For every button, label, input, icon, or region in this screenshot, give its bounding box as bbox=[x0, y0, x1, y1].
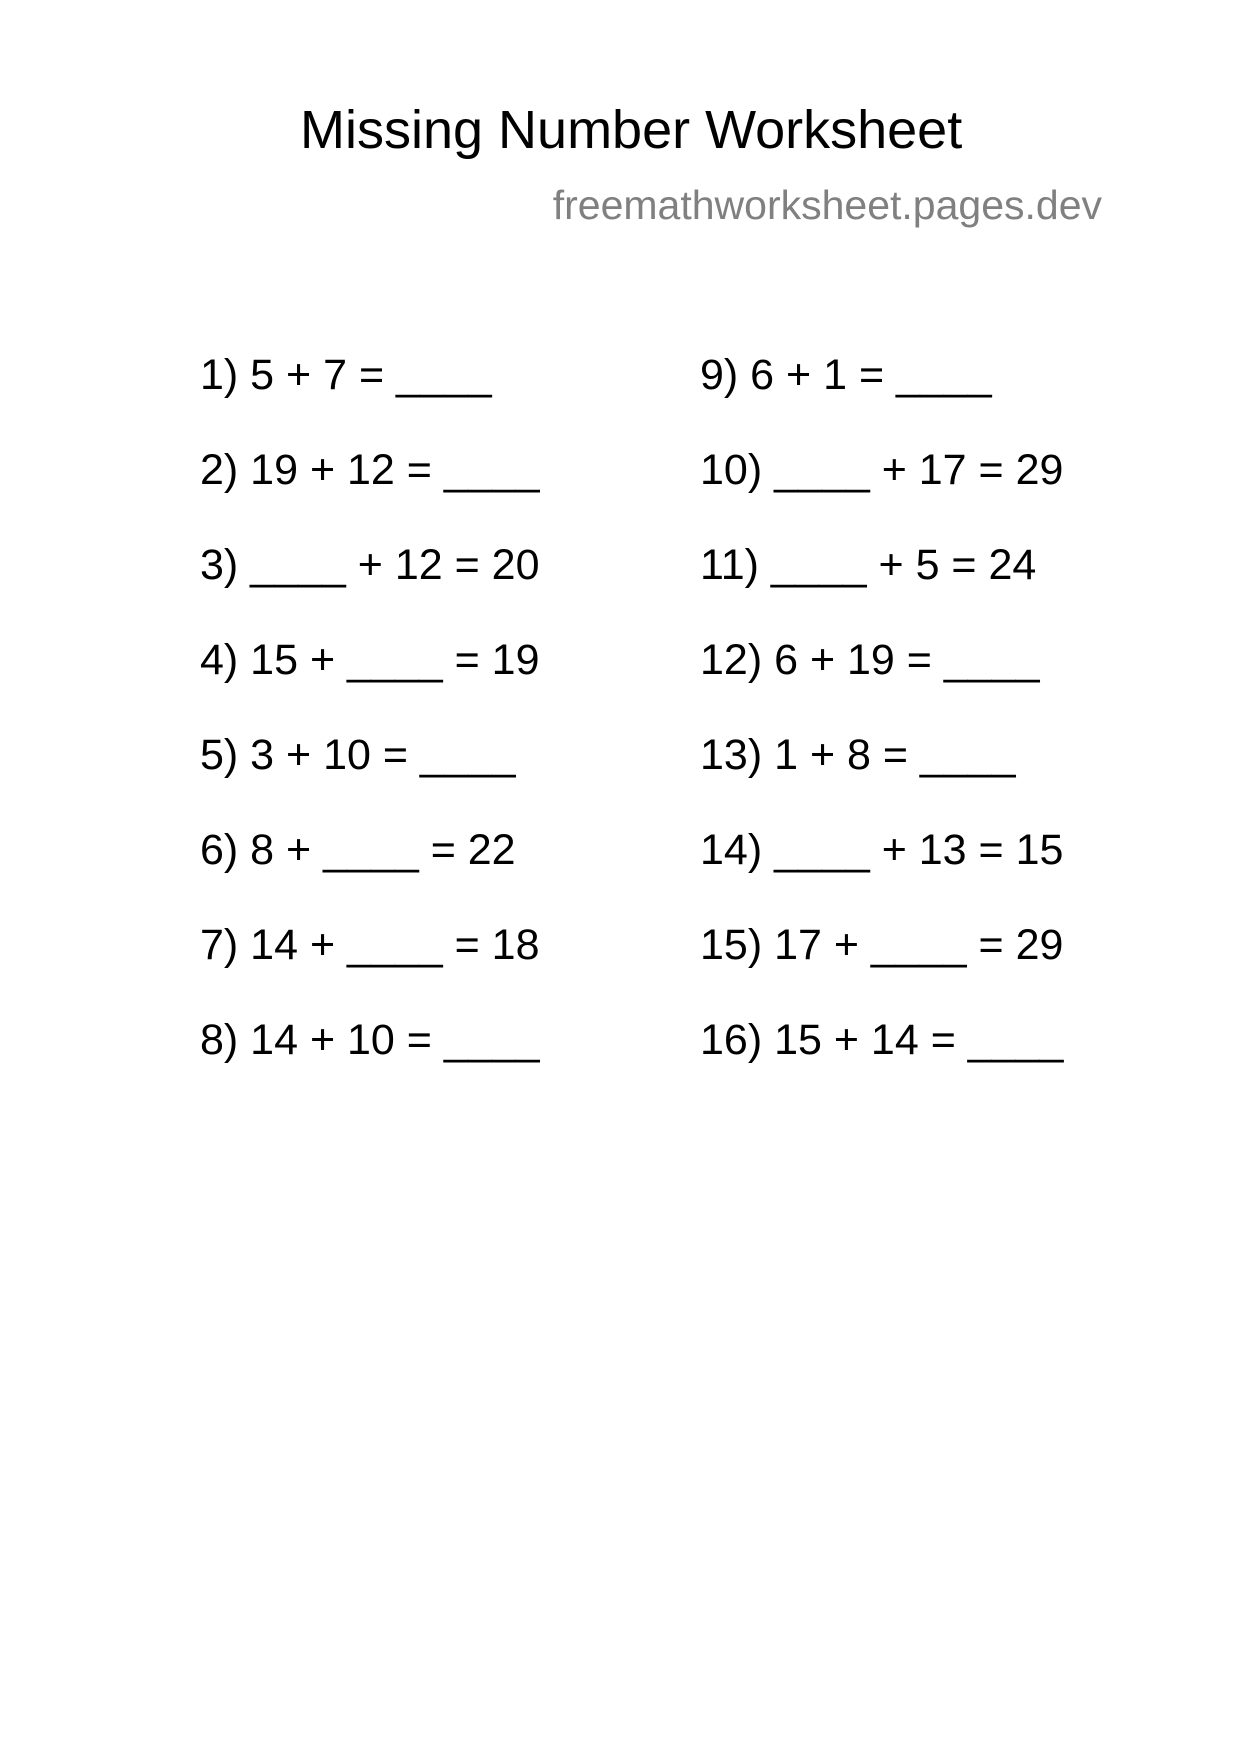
problem-item: 8) 14 + 10 = ____ bbox=[200, 1016, 540, 1064]
problem-item: 14) ____ + 13 = 15 bbox=[700, 826, 1064, 874]
problems-column-right bbox=[700, 345, 1063, 1105]
problem-item: 1) 5 + 7 = ____ bbox=[200, 351, 492, 399]
problem-item: 9) 6 + 1 = ____ bbox=[700, 351, 992, 399]
problem-item: 2) 19 + 12 = ____ bbox=[200, 446, 540, 494]
problem-item: 3) ____ + 12 = 20 bbox=[200, 541, 540, 589]
problem-item: 10) ____ + 17 = 29 bbox=[700, 446, 1064, 494]
problem-item: 13) 1 + 8 = ____ bbox=[700, 731, 1016, 779]
problems-column-left bbox=[200, 345, 540, 1105]
problem-item: 6) 8 + ____ = 22 bbox=[200, 826, 516, 874]
problem-item: 5) 3 + 10 = ____ bbox=[200, 731, 516, 779]
worksheet-title: Missing Number Worksheet bbox=[300, 100, 963, 160]
problem-item: 15) 17 + ____ = 29 bbox=[700, 921, 1064, 969]
problem-item: 4) 15 + ____ = 19 bbox=[200, 636, 540, 684]
problem-item: 11) ____ + 5 = 24 bbox=[700, 541, 1037, 589]
problem-item: 16) 15 + 14 = ____ bbox=[700, 1016, 1064, 1064]
problem-item: 7) 14 + ____ = 18 bbox=[200, 921, 540, 969]
problem-item: 12) 6 + 19 = ____ bbox=[700, 636, 1040, 684]
source-url: freemathworksheet.pages.dev bbox=[552, 182, 1102, 228]
